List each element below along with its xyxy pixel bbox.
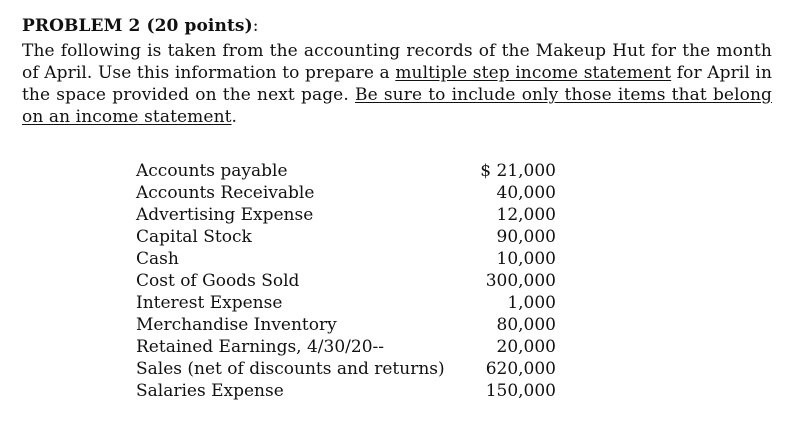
instructions-text-2: for April in the space provided on the next page. bbox=[22, 63, 772, 105]
instructions-emphasis-warning: Be sure to include only those items that belong on an income statement bbox=[22, 85, 772, 127]
table-row bbox=[136, 270, 556, 292]
table-row bbox=[136, 292, 556, 314]
account-name: Sales (net of discounts and returns) bbox=[136, 359, 445, 379]
table-row bbox=[136, 204, 556, 226]
table-row bbox=[136, 182, 556, 204]
account-name: Cost of Goods Sold bbox=[136, 271, 300, 291]
table-row bbox=[136, 336, 556, 358]
problem-title-colon: : bbox=[252, 16, 259, 36]
account-name: Merchandise Inventory bbox=[136, 315, 337, 335]
account-name: Accounts payable bbox=[136, 161, 288, 181]
account-name: Accounts Receivable bbox=[136, 183, 315, 203]
table-row bbox=[136, 160, 556, 182]
account-amount: 300,000 bbox=[485, 271, 556, 291]
account-name: Advertising Expense bbox=[136, 205, 314, 225]
account-name: Retained Earnings, 4/30/20-- bbox=[136, 337, 385, 357]
table-row bbox=[136, 380, 556, 402]
table-row bbox=[136, 314, 556, 336]
problem-title: PROBLEM 2 (20 points) bbox=[22, 16, 253, 36]
account-amount: 40,000 bbox=[496, 183, 556, 203]
account-name: Salaries Expense bbox=[136, 381, 284, 401]
account-amount: 80,000 bbox=[496, 315, 556, 335]
account-amount: 150,000 bbox=[485, 381, 556, 401]
instructions-text-1: The following is taken from the accounting records of the Makeup Hut for the month of April. Use this information to prepare a bbox=[22, 41, 772, 83]
accounts-table bbox=[136, 160, 556, 402]
account-name: Interest Expense bbox=[136, 293, 283, 313]
table-row bbox=[136, 358, 556, 380]
instructions-text-end: . bbox=[231, 107, 238, 127]
account-name: Cash bbox=[136, 249, 179, 269]
account-amount: 10,000 bbox=[496, 249, 556, 269]
instructions-emphasis-statement-type: multiple step income statement bbox=[395, 63, 672, 83]
account-amount: $ 21,000 bbox=[480, 161, 556, 181]
account-amount: 20,000 bbox=[496, 337, 556, 357]
account-amount: 1,000 bbox=[507, 293, 556, 313]
table-row bbox=[136, 226, 556, 248]
account-name: Capital Stock bbox=[136, 227, 252, 247]
account-amount: 620,000 bbox=[485, 359, 556, 379]
table-row bbox=[136, 248, 556, 270]
account-amount: 90,000 bbox=[496, 227, 556, 247]
problem-block bbox=[22, 16, 772, 128]
problem-instructions bbox=[22, 40, 772, 128]
account-amount: 12,000 bbox=[496, 205, 556, 225]
problem-heading bbox=[22, 16, 772, 36]
